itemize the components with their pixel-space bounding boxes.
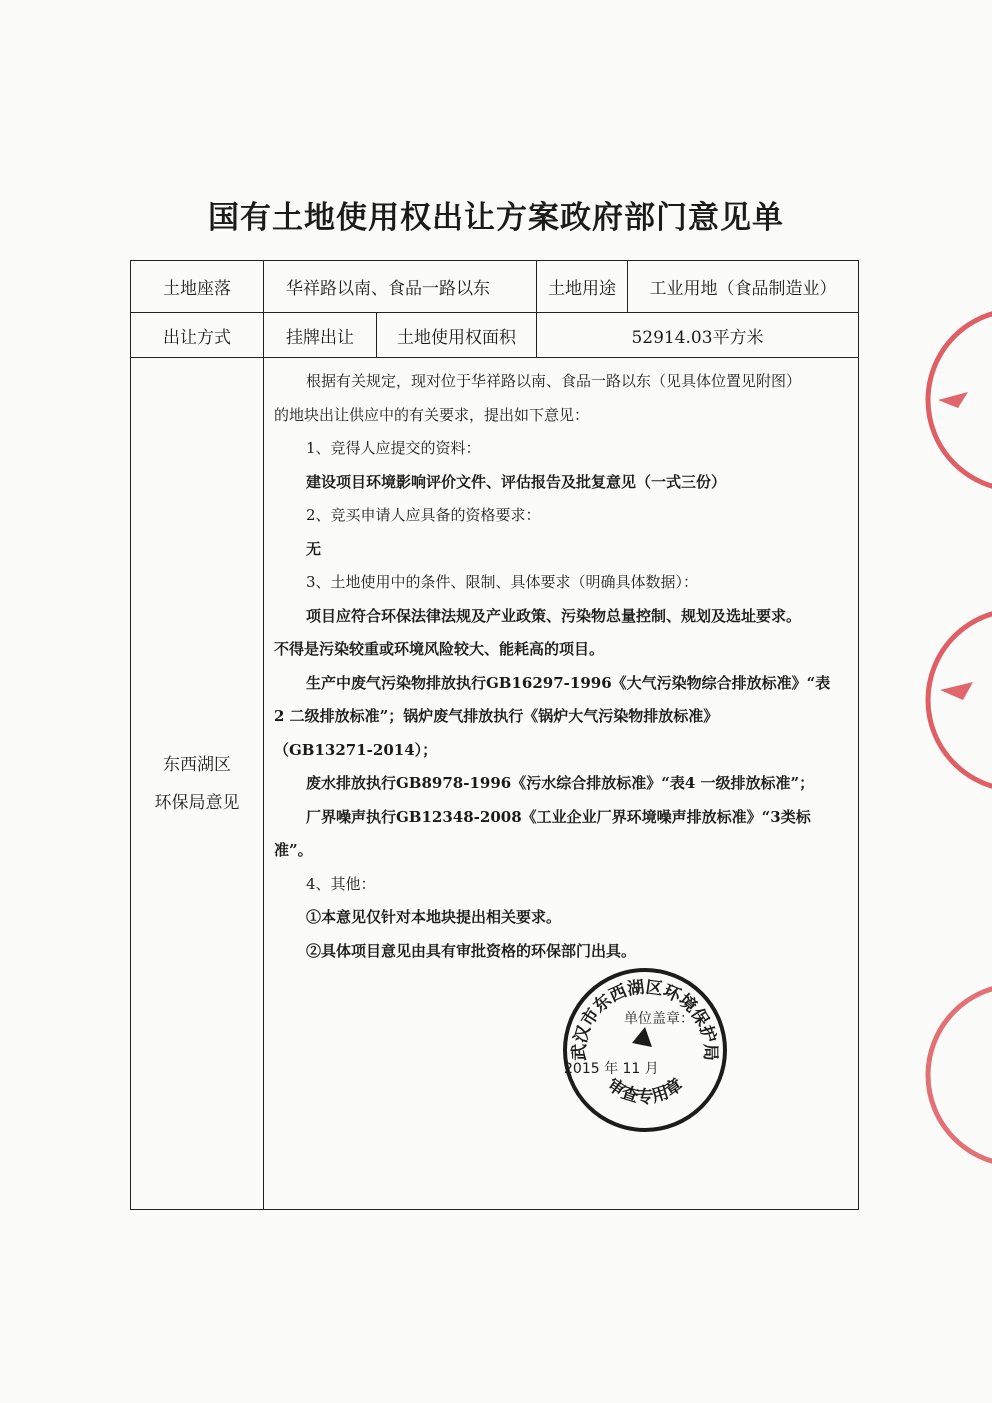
item4-body1: ①本意见仅针对本地块提出相关要求。 <box>306 908 562 926</box>
location-label: 土地座落 <box>131 261 264 313</box>
item3-body2: 不得是污染较重或环境风险较大、能耗高的项目。 <box>274 640 605 658</box>
opinion-content <box>264 358 859 1210</box>
transfer-method-value: 挂牌出让 <box>264 313 377 358</box>
item1-body: 建设项目环境影响评价文件、评估报告及批复意见（一式三份） <box>306 472 727 491</box>
opinion-label-line1: 东西湖区 <box>163 754 231 775</box>
land-use-label: 土地用途 <box>537 261 628 313</box>
opinion-label-line2: 环保局意见 <box>154 792 240 813</box>
side-seal-icon <box>918 300 992 500</box>
side-seal-icon-2 <box>918 600 992 800</box>
location-value: 华祥路以南、食品一路以东 <box>264 261 537 313</box>
row-opinion <box>131 358 859 1210</box>
seal-bottom-text: 审查专用章 <box>603 1074 687 1108</box>
item4-title: 4、其他： <box>306 874 376 893</box>
item2-title: 2、竞买申请人应具备的资格要求： <box>306 506 541 524</box>
item4-body2: ②具体项目意见由具有审批资格的环保部门出具。 <box>306 941 637 960</box>
seal-top-text: 武汉市东西湖区环境保护局 <box>569 977 721 1061</box>
transfer-method-label: 出让方式 <box>131 313 264 358</box>
row-method <box>131 313 859 358</box>
item1-title: 1、竞得人应提交的资料： <box>306 439 481 457</box>
seal-label: 单位盖章： <box>624 1011 694 1027</box>
opinion-intro-cont: 的地块出让供应中的有关要求，提出如下意见： <box>274 405 590 424</box>
land-area-value: 52914.03平方米 <box>537 313 859 358</box>
item3-title: 3、土地使用中的条件、限制、具体要求（明确具体数据）： <box>306 573 699 591</box>
land-area-label: 土地使用权面积 <box>377 313 537 358</box>
opinion-form-table <box>130 260 859 1210</box>
item3-body5: 厂界噪声执行GB12348-2008《工业企业厂界环境噪声排放标准》“3类标准”。 <box>274 807 811 859</box>
opinion-intro: 根据有关规定，现对位于华祥路以南、食品一路以东（见具体位置见附图） <box>306 372 802 390</box>
document-title: 国有土地使用权出让方案政府部门意见单 <box>208 200 784 236</box>
row-location <box>131 261 859 313</box>
land-use-value: 工业用地（食品制造业） <box>628 261 859 313</box>
side-seal-icon-3 <box>918 975 992 1175</box>
item3-body3c: （GB13271-2014）； <box>274 740 438 759</box>
seal-date: 2015 年 11 月 <box>564 1061 659 1077</box>
item2-body: 无 <box>306 539 322 558</box>
item3-body3b: 2 二级排放标准”；锅炉废气排放执行《锅炉大气污染物排放标准》 <box>274 707 719 725</box>
item3-body1: 项目应符合环保法律法规及产业政策、污染物总量控制、规划及选址要求。 <box>306 606 802 625</box>
opinion-label <box>131 358 264 1210</box>
item3-body3a: 生产中废气污染物排放执行GB16297-1996《大气污染物综合排放标准》“表 <box>306 673 831 692</box>
item3-body4: 废水排放执行GB8978-1996《污水综合排放标准》“表4 一级排放标准”； <box>306 774 815 792</box>
